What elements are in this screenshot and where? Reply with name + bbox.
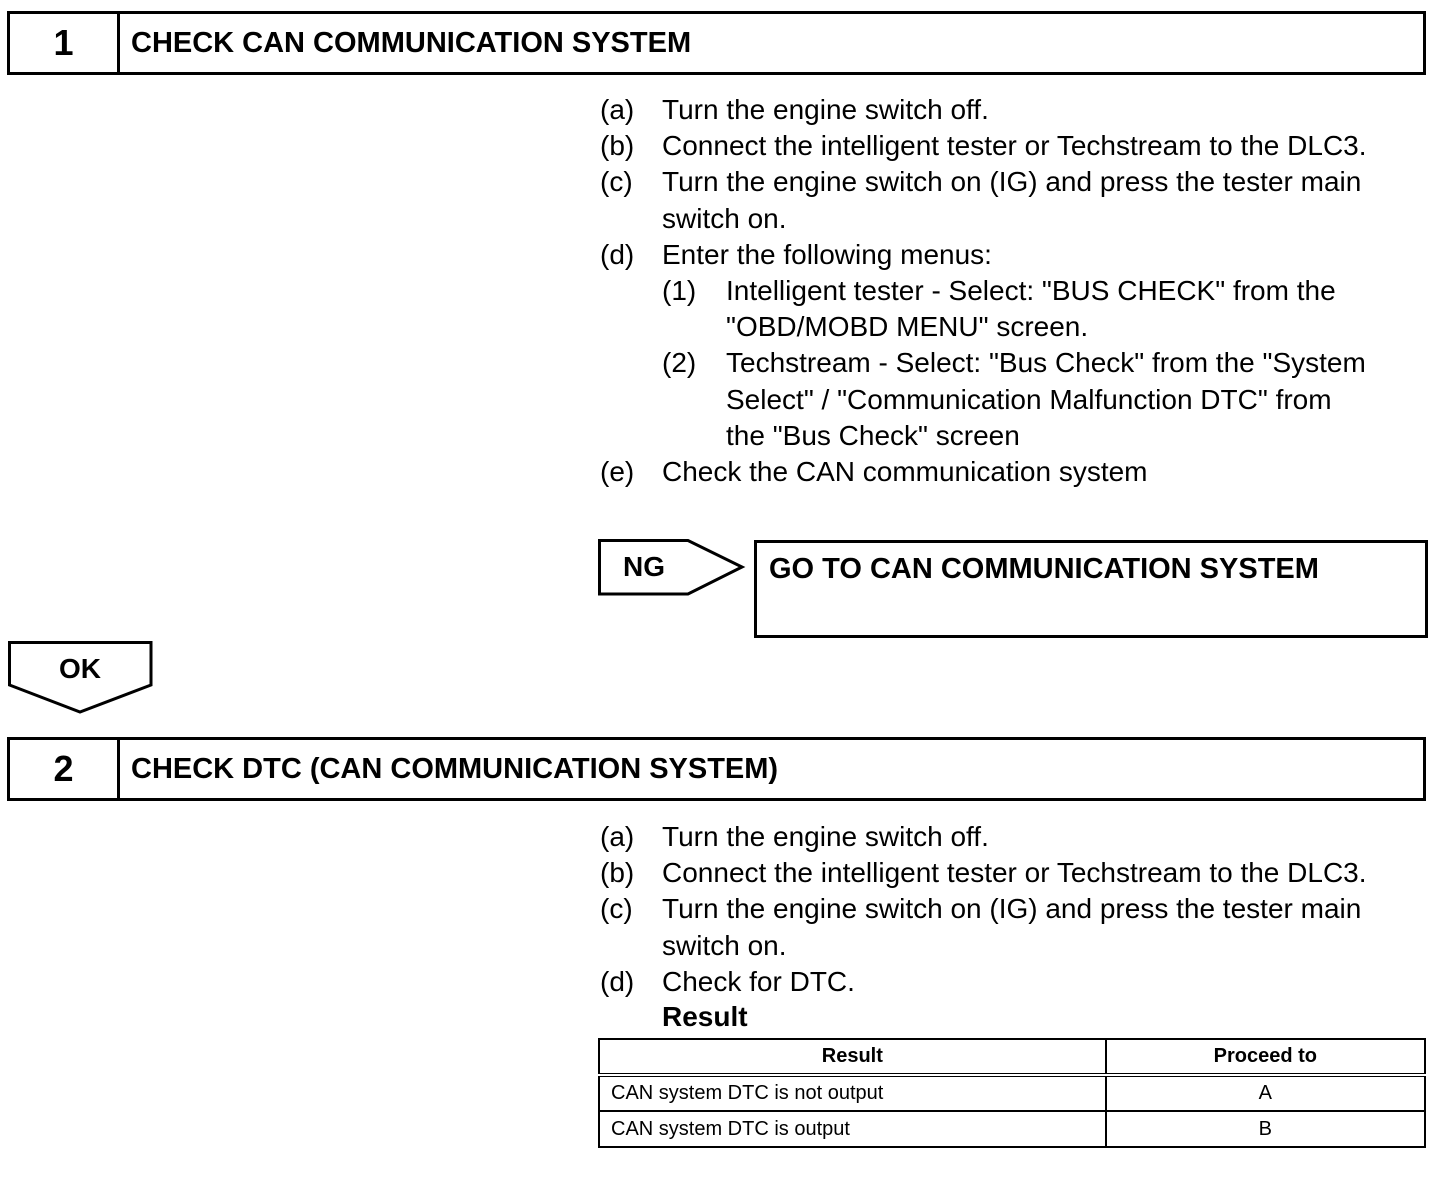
instruction-line	[600, 964, 1440, 1000]
result-table	[598, 1038, 1426, 1148]
result-label: Result	[662, 1001, 748, 1032]
ok-label: OK	[59, 653, 101, 684]
instruction-line	[600, 164, 1440, 200]
result-cell: CAN system DTC is output	[599, 1111, 1106, 1147]
instruction-line	[600, 418, 1440, 454]
instruction-text: Connect the intelligent tester or Techstream to the DLC3.	[662, 130, 1367, 162]
instruction-marker: (2)	[662, 347, 697, 379]
instruction-line	[600, 928, 1440, 964]
instruction-text: Enter the following menus:	[662, 238, 992, 270]
step-number: 1	[10, 14, 120, 72]
instruction-line	[600, 382, 1440, 418]
ng-action-box[interactable]: GO TO CAN COMMUNICATION SYSTEM	[754, 540, 1428, 638]
ng-label: NG	[623, 551, 665, 582]
step-title: CHECK DTC (CAN COMMUNICATION SYSTEM)	[131, 752, 779, 785]
instruction-text: Select" / "Communication Malfunction DTC" from	[726, 383, 1332, 415]
instruction-line	[600, 891, 1440, 927]
step-2-instructions	[600, 819, 1440, 1000]
table-row	[599, 1111, 1425, 1147]
result-cell: CAN system DTC is not output	[599, 1075, 1106, 1111]
instruction-line	[600, 855, 1440, 891]
table-header-row	[599, 1039, 1425, 1075]
instruction-line	[600, 454, 1440, 490]
step-1-header	[7, 11, 1426, 75]
instruction-text: Turn the engine switch on (IG) and press the tester main	[662, 893, 1362, 925]
instruction-text: Turn the engine switch on (IG) and press the tester main	[662, 166, 1362, 198]
instruction-line	[600, 273, 1440, 309]
instruction-text: "OBD/MOBD MENU" screen.	[726, 311, 1089, 343]
instruction-text: Turn the engine switch off.	[662, 94, 989, 125]
instruction-marker: (b)	[600, 857, 635, 889]
instruction-text: Turn the engine switch off.	[662, 821, 989, 852]
instruction-marker: (d)	[600, 238, 635, 270]
step-2-header	[7, 737, 1426, 801]
instruction-text: the "Bus Check" screen	[726, 419, 1020, 451]
instruction-text: switch on.	[662, 929, 787, 961]
step-number: 2	[10, 740, 120, 798]
step-1-instructions	[600, 92, 1440, 490]
instruction-text: Connect the intelligent tester or Techstream to the DLC3.	[662, 857, 1367, 889]
instruction-line	[600, 201, 1440, 237]
proceed-cell: B	[1106, 1111, 1425, 1147]
table-row	[599, 1075, 1425, 1111]
column-header-proceed: Proceed to	[1106, 1039, 1425, 1075]
instruction-text: Techstream - Select: "Bus Check" from the "System	[726, 347, 1366, 379]
proceed-cell: A	[1106, 1075, 1425, 1111]
step-title: CHECK CAN COMMUNICATION SYSTEM	[131, 26, 692, 59]
instruction-marker: (e)	[600, 456, 635, 488]
instruction-line	[600, 345, 1440, 381]
instruction-text: Check for DTC.	[662, 965, 855, 997]
instruction-line	[600, 819, 1440, 855]
instruction-marker: (d)	[600, 965, 635, 997]
instruction-marker: (a)	[600, 94, 635, 125]
instruction-text: Intelligent tester - Select: "BUS CHECK" from the	[726, 275, 1336, 307]
instruction-line	[600, 237, 1440, 273]
instruction-text: Check the CAN communication system	[662, 456, 1148, 488]
result-heading	[600, 999, 1440, 1035]
instruction-marker: (1)	[662, 275, 697, 307]
instruction-line	[600, 309, 1440, 345]
column-header-result: Result	[599, 1039, 1106, 1075]
instruction-marker: (c)	[600, 893, 633, 925]
instruction-text: switch on.	[662, 202, 787, 234]
instruction-line	[600, 92, 1440, 128]
instruction-line	[600, 128, 1440, 164]
instruction-marker: (b)	[600, 130, 635, 162]
instruction-marker: (c)	[600, 166, 633, 198]
instruction-marker: (a)	[600, 821, 635, 852]
